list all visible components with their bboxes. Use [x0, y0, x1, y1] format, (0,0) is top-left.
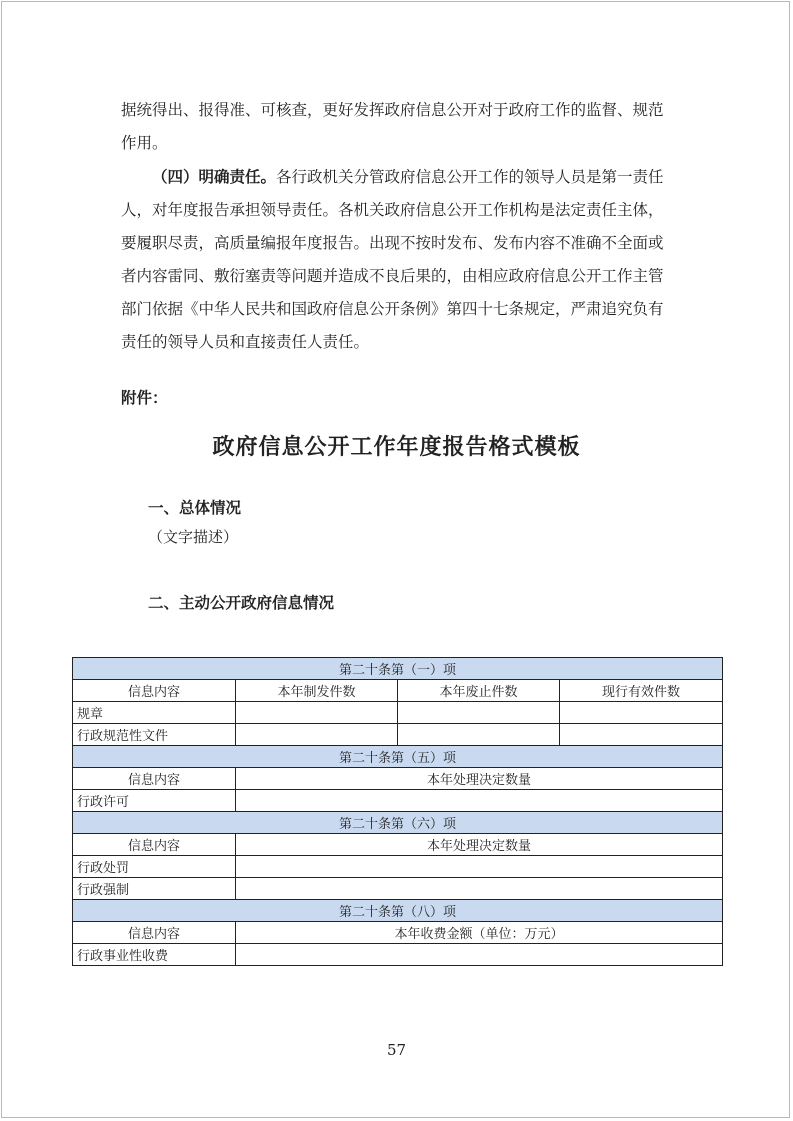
paragraph-lead: （四）明确责任。 — [152, 167, 277, 186]
empty-cell — [236, 724, 398, 746]
column-header: 信息内容 — [73, 680, 236, 702]
report-table — [72, 657, 723, 966]
table-section-row — [73, 900, 723, 922]
page-number: 57 — [386, 1041, 407, 1059]
row-label: 规章 — [73, 702, 236, 724]
section-title: 第二十条第（八）项 — [73, 900, 723, 922]
template-title: 政府信息公开工作年度报告格式模板 — [212, 435, 581, 460]
empty-cell — [236, 790, 723, 812]
section-heading-overview: 一、总体情况 — [148, 499, 242, 517]
row-label: 行政强制 — [73, 878, 236, 900]
section-title: 第二十条第（六）项 — [73, 812, 723, 834]
column-header: 现行有效件数 — [560, 680, 723, 702]
empty-cell — [398, 724, 560, 746]
empty-cell — [398, 702, 560, 724]
table-row — [73, 944, 723, 966]
table-section-row — [73, 812, 723, 834]
table-row — [73, 856, 723, 878]
text-line: 各行政机关分管政府信息公开工作的领导人员是第一责任 — [276, 168, 664, 186]
empty-cell — [236, 878, 723, 900]
table-header-row — [73, 680, 723, 702]
table-row — [73, 724, 723, 746]
row-label: 行政事业性收费 — [73, 944, 236, 966]
column-header: 本年处理决定数量 — [236, 768, 723, 790]
table-header-row — [73, 768, 723, 790]
empty-cell — [560, 702, 723, 724]
column-header: 本年制发件数 — [236, 680, 398, 702]
table-row — [73, 702, 723, 724]
row-label: 行政规范性文件 — [73, 724, 236, 746]
attachment-label: 附件： — [121, 389, 168, 407]
row-label: 行政许可 — [73, 790, 236, 812]
table-section-row — [73, 746, 723, 768]
column-header: 信息内容 — [73, 922, 236, 944]
text-line: 要履职尽责，高质量编报年度报告。出现不按时发布、发布内容不准确不全面或 — [121, 234, 664, 252]
text-line: 据统得出、报得准、可核查，更好发挥政府信息公开对于政府工作的监督、规范 — [121, 101, 664, 119]
section-heading-proactive: 二、主动公开政府信息情况 — [148, 594, 335, 612]
text-line: 者内容雷同、敷衍塞责等问题并造成不良后果的，由相应政府信息公开工作主管 — [121, 267, 664, 285]
empty-cell — [236, 944, 723, 966]
table-section-row — [73, 658, 723, 680]
section-title: 第二十条第（五）项 — [73, 746, 723, 768]
column-header: 信息内容 — [73, 834, 236, 856]
empty-cell — [236, 702, 398, 724]
section-note: （文字描述） — [148, 528, 239, 546]
text-line: 人，对年度报告承担领导责任。各机关政府信息公开工作机构是法定责任主体， — [121, 201, 664, 219]
empty-cell — [560, 724, 723, 746]
row-label: 行政处罚 — [73, 856, 236, 878]
section-title: 第二十条第（一）项 — [73, 658, 723, 680]
paragraph-responsibility — [121, 160, 677, 359]
table-row — [73, 790, 723, 812]
table-header-row — [73, 922, 723, 944]
column-header: 本年收费金额（单位：万元） — [236, 922, 723, 944]
text-line: 责任的领导人员和直接责任人责任。 — [121, 333, 370, 351]
column-header: 信息内容 — [73, 768, 236, 790]
text-line: 作用。 — [121, 134, 168, 152]
column-header: 本年处理决定数量 — [236, 834, 723, 856]
paragraph-continued — [121, 94, 677, 160]
text-line: 部门依据《中华人民共和国政府信息公开条例》第四十七条规定，严肃追究负有 — [121, 300, 664, 318]
table-header-row — [73, 834, 723, 856]
empty-cell — [236, 856, 723, 878]
table-row — [73, 878, 723, 900]
column-header: 本年废止件数 — [398, 680, 560, 702]
